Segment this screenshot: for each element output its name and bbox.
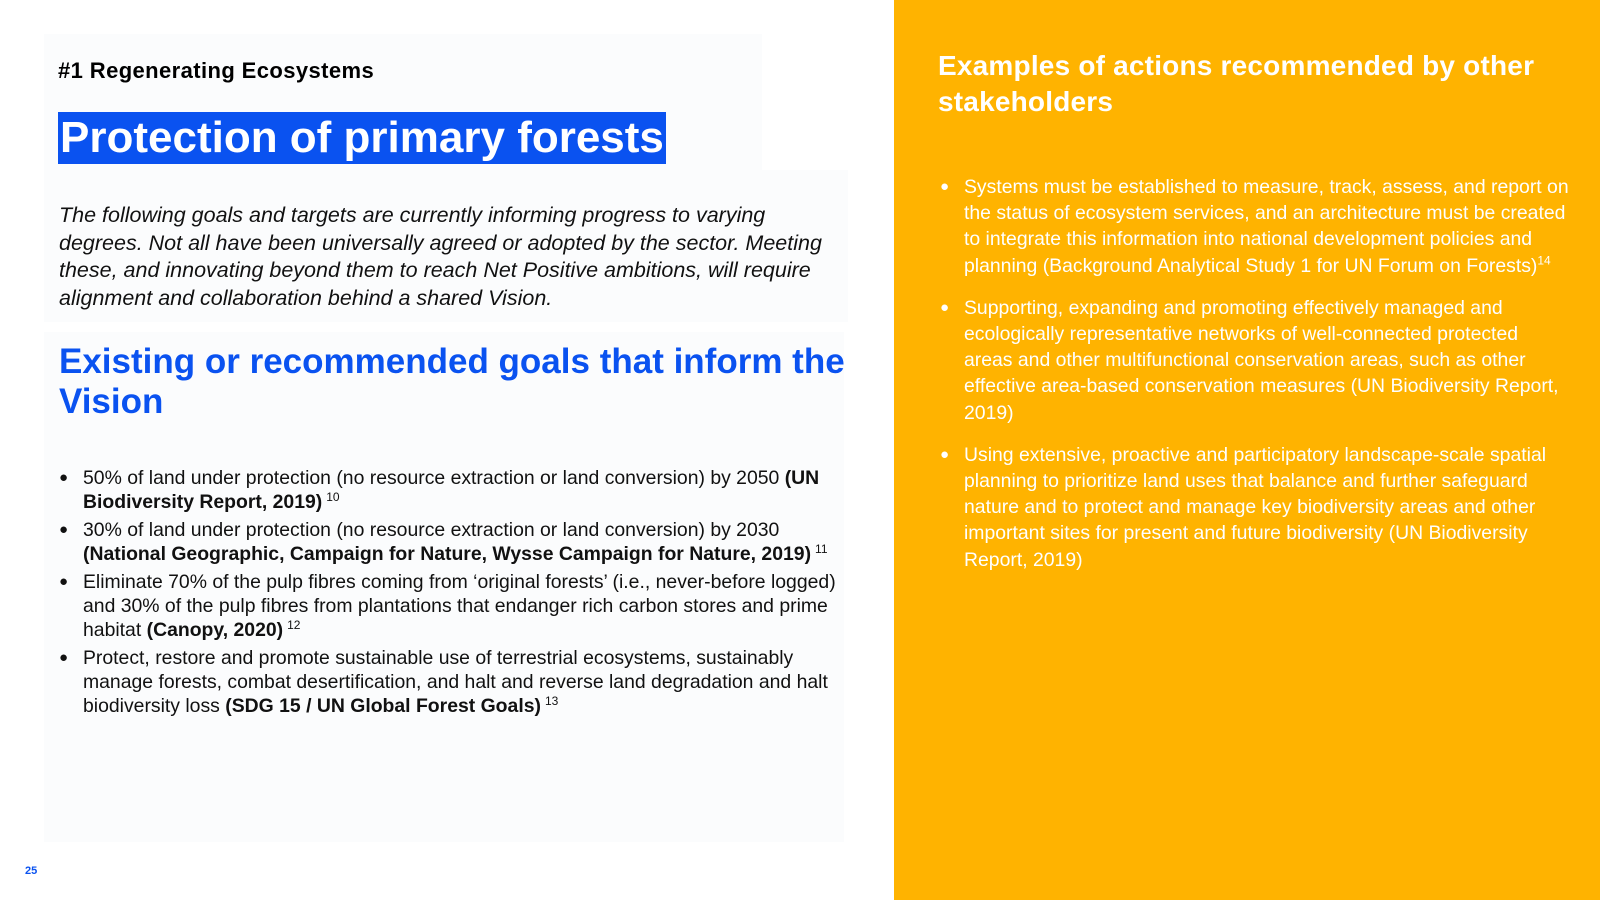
goal-item bbox=[59, 646, 839, 718]
goal-source: (UN Biodiversity Report, 2019) bbox=[83, 467, 820, 513]
bullet-icon: ● bbox=[59, 521, 69, 538]
goal-source: (National Geographic, Campaign for Nature, Wysse Campaign for Nature, 2019) bbox=[83, 543, 812, 565]
action-item bbox=[940, 442, 1570, 573]
action-item bbox=[940, 174, 1570, 279]
actions-heading: Examples of actions recommended by other stakeholders bbox=[938, 50, 1535, 117]
page-title: Protection of primary forests bbox=[60, 113, 664, 162]
goal-source: (Canopy, 2020) bbox=[146, 619, 284, 641]
bullet-icon: ● bbox=[59, 573, 69, 590]
goal-item bbox=[59, 466, 839, 514]
footnote-ref: 13 bbox=[544, 693, 559, 708]
goal-text: Protect, restore and promote sustainable use of terrestrial ecosystems, sustainably manage forests, combat desertification, and halt and reverse land degradation and halt biodiversity loss bbox=[83, 647, 828, 717]
footnote-ref: 11 bbox=[815, 541, 828, 556]
action-item bbox=[940, 295, 1570, 426]
bullet-icon: ● bbox=[59, 649, 69, 666]
bullet-icon: ● bbox=[940, 298, 950, 316]
goal-item bbox=[59, 518, 839, 566]
bullet-icon: ● bbox=[940, 178, 950, 195]
actions-list bbox=[940, 174, 1570, 589]
action-text: Systems must be established to measure, track, assess, and report on the status of ecosystem services, and an architecture must be created to integrate this information into national development policies and planning (Background Analytical Study 1 for UN Forum on Forests) bbox=[964, 176, 1569, 277]
goal-source: (SDG 15 / UN Global Forest Goals) bbox=[225, 695, 541, 717]
action-text: Using extensive, proactive and participatory landscape-scale spatial planning to prioritize land uses that balance and further safeguard nature and to protect and manage key biodiversity areas and other important sites for present and future biodiversity (UN Biodiversity Report, 2019) bbox=[964, 443, 1547, 571]
footnote-ref: 10 bbox=[326, 489, 340, 504]
intro-paragraph: The following goals and targets are currently informing progress to varying degrees. Not all have been universally agreed or adopted by the sector. Meeting these, and innovating beyond them to reach Net Positive ambitions, will require alignment and collaboration behind a shared Vision. bbox=[59, 203, 822, 310]
goal-text: 30% of land under protection (no resource extraction or land conversion) by 2030 bbox=[83, 519, 780, 541]
goals-heading: Existing or recommended goals that inform the Vision bbox=[59, 342, 845, 421]
goal-item bbox=[59, 570, 839, 642]
goal-text: Eliminate 70% of the pulp fibres coming from ‘original forests’ (i.e., never-before logged) and 30% of the pulp fibres from plantations that endanger rich carbon stores and prime habitat bbox=[83, 571, 836, 641]
page-number: 25 bbox=[25, 865, 38, 877]
footnote-ref: 12 bbox=[287, 617, 301, 632]
bullet-icon: ● bbox=[940, 445, 950, 463]
action-text: Supporting, expanding and promoting effectively managed and ecologically representative networks of well-connected protected areas and other multifunctional conservation areas, such as other effective area-based conservation measures (UN Biodiversity Report, 2019) bbox=[964, 296, 1559, 424]
bullet-icon: ● bbox=[59, 469, 69, 486]
goal-text: 50% of land under protection (no resource extraction or land conversion) by 2050 bbox=[83, 467, 785, 489]
footnote-ref: 14 bbox=[1537, 253, 1551, 268]
goals-list bbox=[59, 466, 839, 722]
section-label: #1 Regenerating Ecosystems bbox=[58, 58, 375, 83]
